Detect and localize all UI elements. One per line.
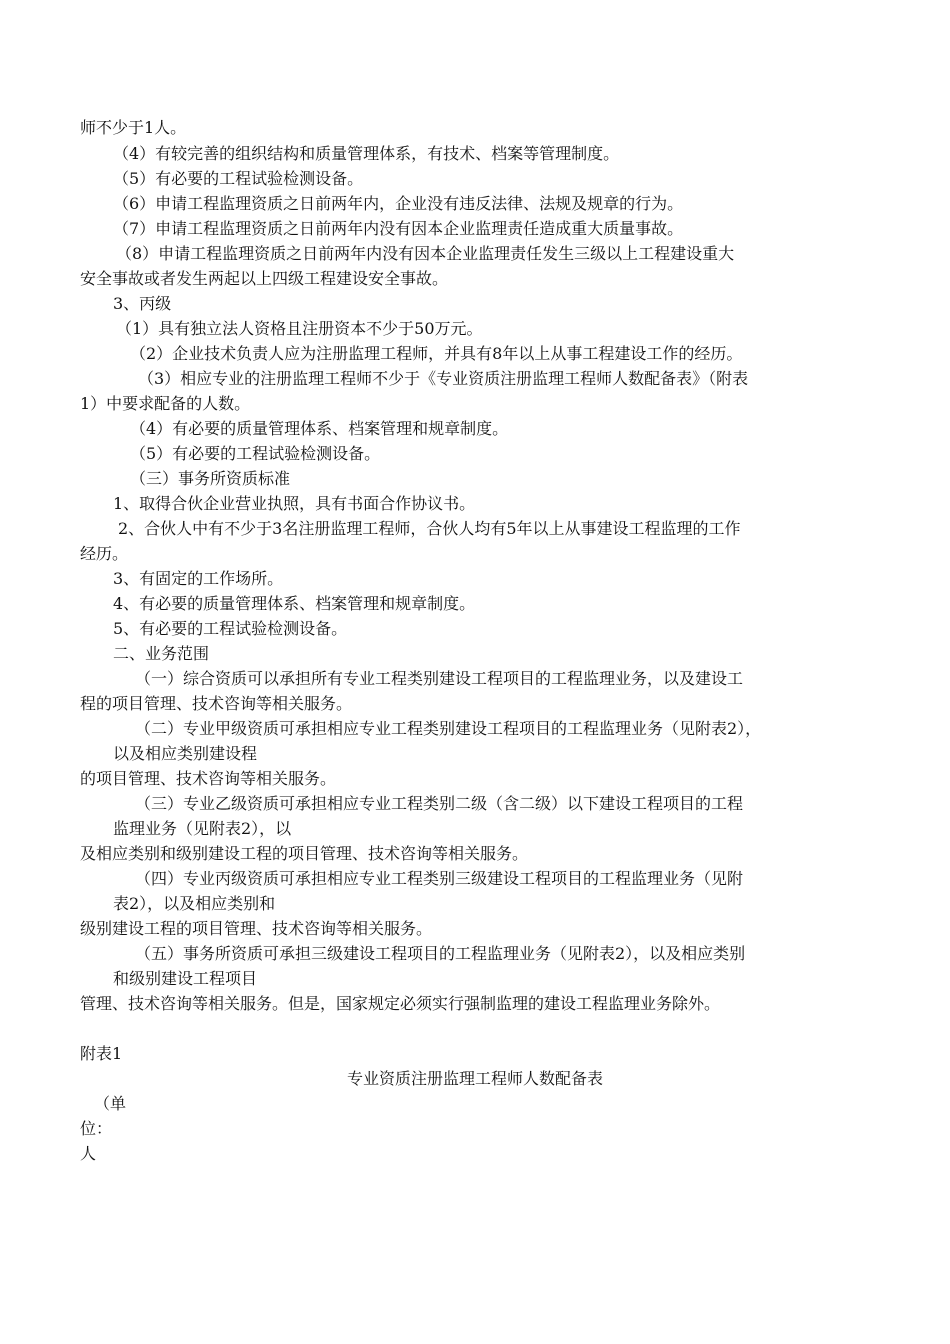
text-line: （7）申请工程监理资质之日前两年内没有因本企业监理责任造成重大质量事故。: [113, 219, 684, 238]
appendix-label: 附表1: [80, 1044, 123, 1063]
text-line: 1）中要求配备的人数。: [80, 394, 251, 413]
text-line: （5）有必要的工程试验检测设备。: [113, 169, 364, 188]
unit-label: 人: [80, 1144, 97, 1163]
text-line: （3）相应专业的注册监理工程师不少于《专业资质注册监理工程师人数配备表》（附表: [138, 369, 749, 388]
text-line: 级别建设工程的项目管理、技术咨询等相关服务。: [80, 919, 433, 938]
text-line: 及相应类别和级别建设工程的项目管理、技术咨询等相关服务。: [80, 844, 529, 863]
text-line: （三）专业乙级资质可承担相应专业工程类别二级（含二级）以下建设工程项目的工程: [135, 794, 744, 813]
text-line: （6）申请工程监理资质之日前两年内，企业没有违反法律、法规及规章的行为。: [113, 194, 684, 213]
text-line: （5）有必要的工程试验检测设备。: [130, 444, 381, 463]
text-line: （4）有必要的质量管理体系、档案管理和规章制度。: [130, 419, 509, 438]
text-line: （2）企业技术负责人应为注册监理工程师，并具有8年以上从事工程建设工作的经历。: [130, 344, 743, 363]
text-line: 2、合伙人中有不少于3名注册监理工程师，合伙人均有5年以上从事建设工程监理的工作: [118, 519, 741, 538]
text-line: 3、有固定的工作场所。: [113, 569, 284, 588]
text-line: （8）申请工程监理资质之日前两年内没有因本企业监理责任发生三级以上工程建设重大: [116, 244, 735, 263]
text-line: 管理、技术咨询等相关服务。但是，国家规定必须实行强制监理的建设工程监理业务除外。: [80, 994, 721, 1013]
text-line: 以及相应类别建设程: [113, 744, 258, 763]
text-line: 程的项目管理、技术咨询等相关服务。: [80, 694, 353, 713]
text-line: 表2），以及相应类别和: [113, 894, 276, 913]
section-heading: 二、业务范围: [113, 644, 210, 663]
text-line: 1、取得合伙企业营业执照，具有书面合作协议书。: [113, 494, 476, 513]
text-line: （五）事务所资质可承担三级建设工程项目的工程监理业务（见附表2），以及相应类别: [135, 944, 746, 963]
section-heading: （三）事务所资质标准: [130, 469, 291, 488]
text-line: 和级别建设工程项目: [113, 969, 258, 988]
text-line: 4、有必要的质量管理体系、档案管理和规章制度。: [113, 594, 476, 613]
text-line: 监理业务（见附表2），以: [113, 819, 292, 838]
text-line: （4）有较完善的组织结构和质量管理体系，有技术、档案等管理制度。: [113, 144, 620, 163]
table-title: 专业资质注册监理工程师人数配备表: [346, 1069, 603, 1088]
text-line: （1）具有独立法人资格且注册资本不少于50万元。: [116, 319, 483, 338]
section-heading: 3、丙级: [113, 294, 172, 313]
text-line: 的项目管理、技术咨询等相关服务。: [80, 769, 337, 788]
text-line: （一）综合资质可以承担所有专业工程类别建设工程项目的工程监理业务，以及建设工: [135, 669, 744, 688]
unit-label: 位：: [80, 1119, 113, 1138]
text-line: 安全事故或者发生两起以上四级工程建设安全事故。: [80, 269, 449, 288]
text-line: 师不少于1人。: [80, 118, 187, 137]
text-line: （二）专业甲级资质可承担相应专业工程类别建设工程项目的工程监理业务（见附表2），: [135, 719, 762, 738]
unit-label: （单: [94, 1094, 127, 1113]
text-line: （四）专业丙级资质可承担相应专业工程类别三级建设工程项目的工程监理业务（见附: [135, 869, 744, 888]
text-line: 5、有必要的工程试验检测设备。: [113, 619, 348, 638]
text-line: 经历。: [80, 544, 129, 563]
